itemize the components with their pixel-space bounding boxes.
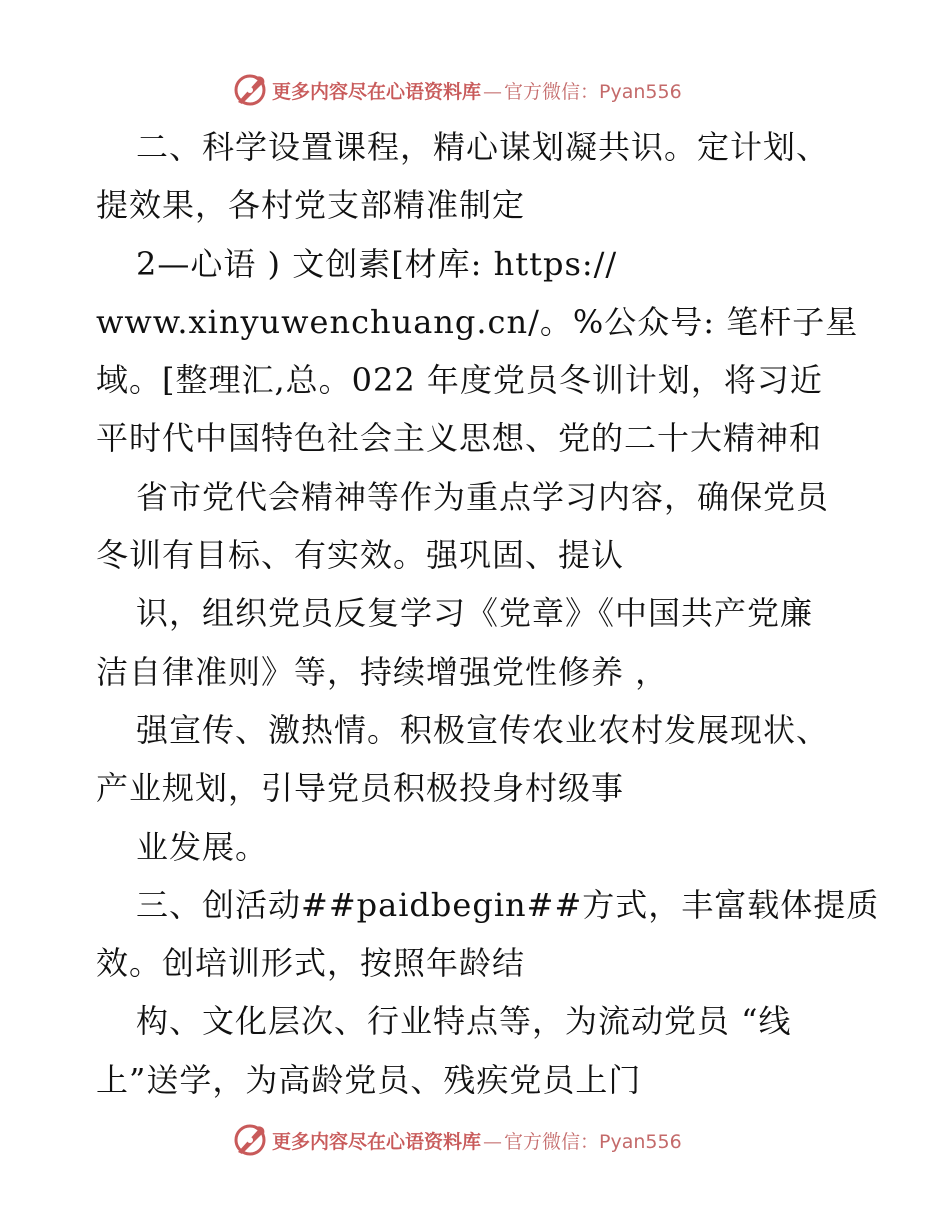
body-line: 洁自律准则》等，持续增强党性修养 ， xyxy=(96,652,669,691)
body-line: 省市党代会精神等作为重点学习内容，确保党员 xyxy=(136,477,830,516)
body-line: www.xinyuwenchuang.cn/。%公众号: 笔杆子星 xyxy=(96,302,859,341)
document-body xyxy=(96,118,886,1109)
quill-pen-logo-icon xyxy=(232,1122,268,1158)
body-line: 冬训有目标、有实效。强巩固、提认 xyxy=(96,536,625,575)
watermark-separator: — xyxy=(483,80,503,103)
body-line: 上”送学，为高龄党员、残疾党员上门 xyxy=(96,1060,642,1099)
quill-pen-logo-icon xyxy=(232,72,268,108)
watermark-wechat-label: 官方微信： xyxy=(504,1130,600,1153)
header-watermark-banner xyxy=(232,70,682,110)
watermark-wechat-id: Pyan556 xyxy=(599,1130,682,1153)
body-line: 构、文化层次、行业特点等，为流动党员 “线 xyxy=(136,1002,792,1041)
body-line: 二、科学设置课程，精心谋划凝共识。定计划、 xyxy=(136,128,830,166)
footer-watermark-banner xyxy=(232,1120,682,1160)
watermark-text xyxy=(272,1127,682,1154)
body-line: 产业规划，引导党员积极投身村级事 xyxy=(96,769,625,808)
watermark-text xyxy=(272,77,682,104)
watermark-wechat-label: 官方微信： xyxy=(504,80,600,103)
watermark-wechat-id: Pyan556 xyxy=(599,80,682,103)
watermark-title: 更多内容尽在心语资料库 xyxy=(272,80,482,103)
watermark-title: 更多内容尽在心语资料库 xyxy=(272,1130,482,1153)
body-line: 效。创培训形式，按照年龄结 xyxy=(96,944,526,983)
body-line: 提效果，各村党支部精准制定 xyxy=(96,186,526,225)
body-line: 业发展。 xyxy=(136,827,269,866)
body-line: 识，组织党员反复学习《党章》《中国共产党廉 xyxy=(136,594,814,633)
watermark-separator: — xyxy=(483,1130,503,1153)
body-line: 三、创活动##paidbegin##方式，丰富载体提质 xyxy=(136,885,880,924)
body-line: 强宣传、激热情。积极宣传农业农村发展现状、 xyxy=(136,710,830,749)
body-line: 平时代中国特色社会主义思想、党的二十大精神和 xyxy=(96,419,823,458)
body-line: 2—心语 ) 文创素[材库: https:// xyxy=(136,244,618,283)
body-line: 域。[整理汇,总。022 年度党员冬训计划，将习近 xyxy=(96,361,823,400)
